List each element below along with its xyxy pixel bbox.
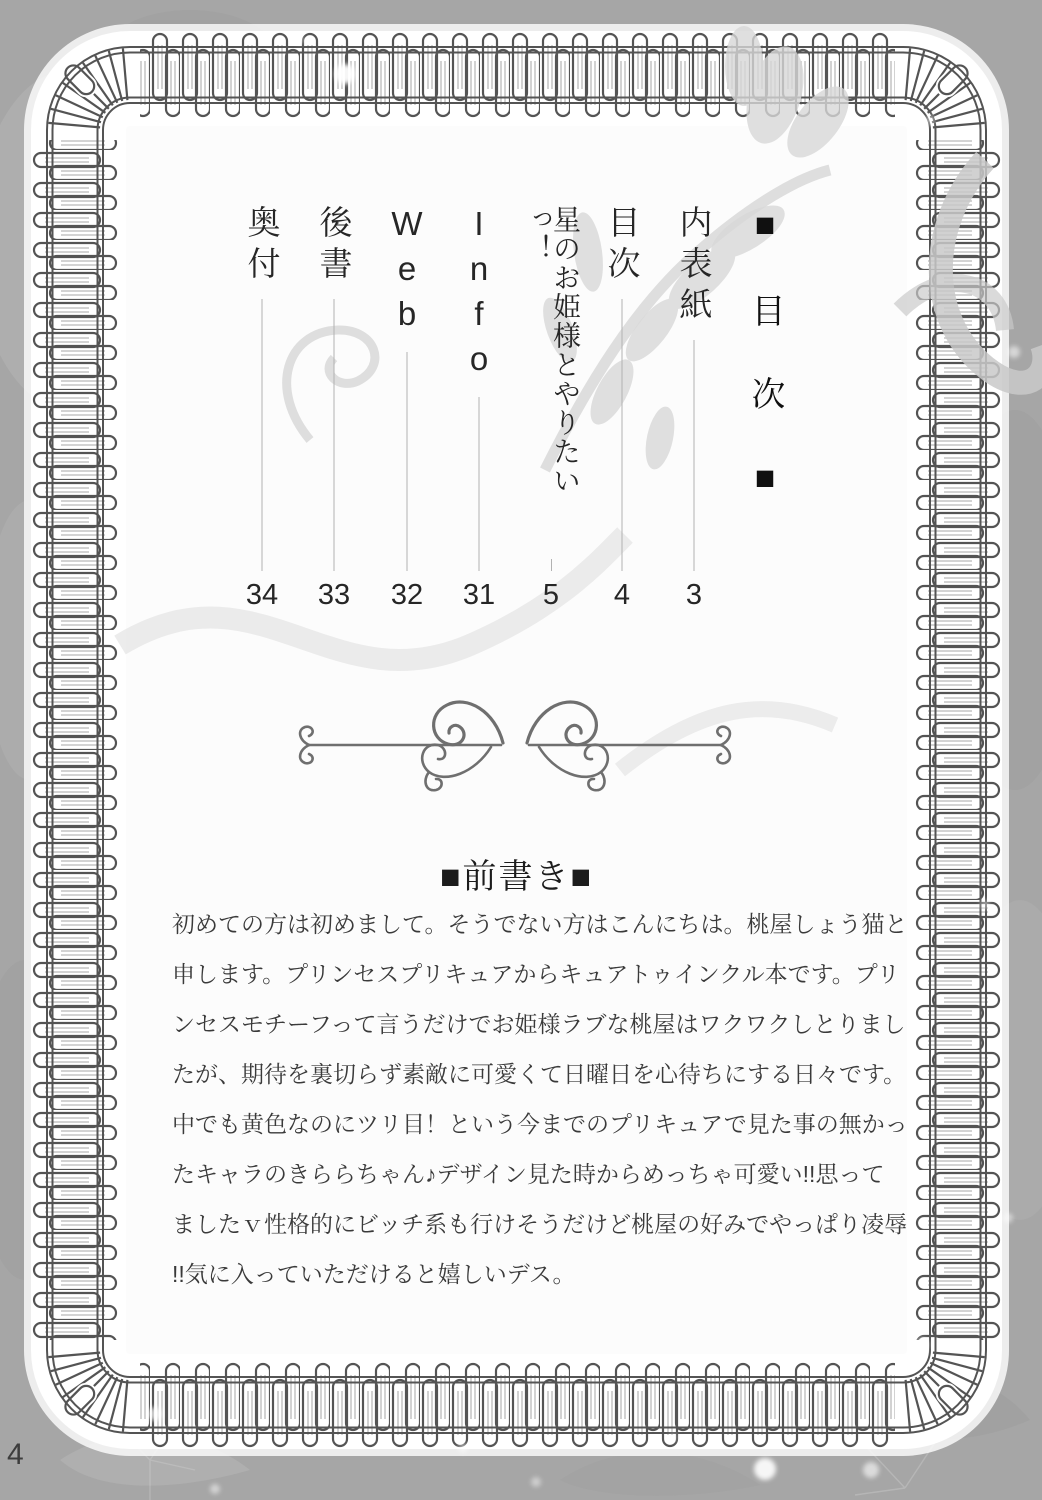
page-number: 4 [7,1438,24,1471]
toc-entry-label: 後書 [315,205,353,287]
toc-leader-line [551,559,552,571]
toc-title: ■目次■ [746,206,784,546]
toc-page-number: 32 [390,579,424,611]
toc-entry [460,205,498,611]
toc-entry [675,205,713,611]
toc-leader-line [334,299,335,571]
preface-line: 申します。プリンセスプリキュアからキュアトゥインクル本です。プリ [172,961,900,987]
toc-entry-label: 目次 [603,205,641,287]
toc-entry-label: 星のお姫様とやりたいっ！ [522,205,581,495]
toc-entry [603,205,641,611]
toc-entry-label: Web [388,205,426,340]
toc-entry [243,205,281,611]
preface-line: ましたｖ性格的にビッチ系も行けそうだけど桃屋の好みでやっぱり凌辱 [172,1211,908,1237]
preface-line: 中でも黄色なのにツリ目！という今までのプリキュアで見た事の無かっ [172,1111,908,1137]
preface-body [172,899,908,1299]
preface-line: 初めての方は初めまして。そうでない方はこんにちは。桃屋しょう猫と [172,911,908,937]
toc-entry [315,205,353,611]
toc-entry [388,205,426,611]
toc-page-number: 33 [317,579,351,611]
toc-leader-line [479,397,480,571]
preface-line: ンセスモチーフって言うだけでお姫様ラブな桃屋はワクワクしとりまし [172,1011,906,1037]
scroll-divider-icon [295,687,735,807]
toc-page-number: 3 [685,579,703,611]
preface-heading: ■前書き■ [439,858,594,896]
toc-leader-line [694,340,695,571]
preface-line: !!気に入っていただけると嬉しいデス。 [172,1261,576,1287]
toc-page-number: 31 [462,579,496,611]
toc-entry-label: Info [460,205,498,385]
toc-entry-label: 奥付 [243,205,281,287]
preface-line: たが、期待を裏切らず素敵に可愛くて日曜日を心待ちにする日々です。 [172,1061,907,1087]
toc-leader-line [262,299,263,571]
toc-entry [522,205,581,611]
toc-page-number: 34 [245,579,279,611]
preface-line: たキャラのきららちゃん♪デザイン見た時からめっちゃ可愛い!!思って [172,1161,885,1187]
toc-leader-line [407,352,408,571]
toc-entry-label: 内表紙 [675,205,713,328]
toc-page-number: 4 [613,579,631,611]
toc-leader-line [622,299,623,571]
toc-page-number: 5 [542,579,560,611]
